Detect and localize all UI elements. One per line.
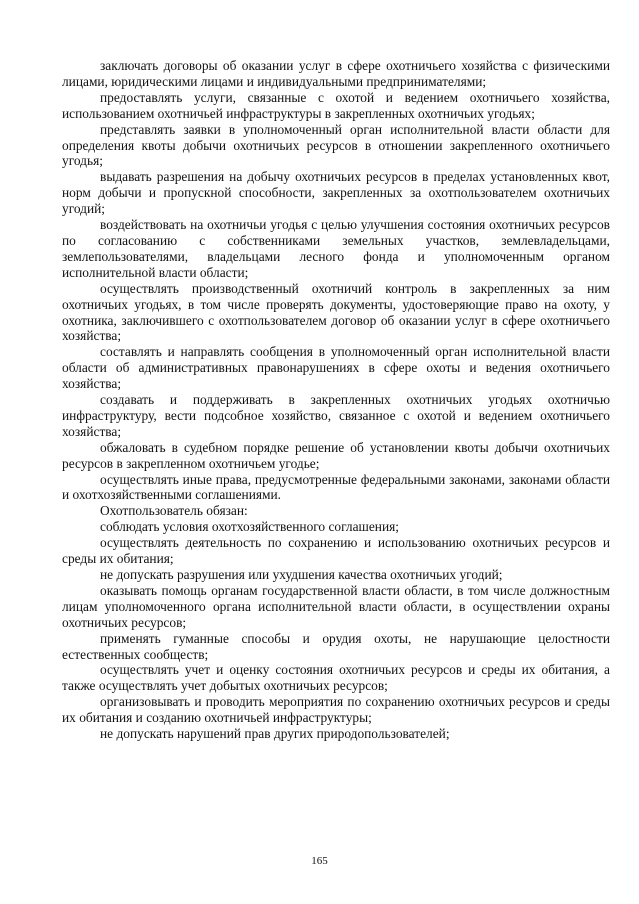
document-body: [62, 58, 610, 742]
paragraph-12: соблюдать условия охотхозяйственного соглашения;: [100, 519, 400, 535]
paragraph-6: осуществлять производственный охотничий контроль в закрепленных за ним охотничьих угодьях, в том числе проверять документы, удостоверяющие право на охоту, у охотника, заключившего с охотпользователем договор об оказании услуг в сфере охотничьего хозяйства;: [62, 280, 610, 344]
paragraph-7: составлять и направлять сообщения в уполномоченный орган исполнительной власти области об административных правонарушениях в сфере охоты и ведения охотничьего хозяйства;: [62, 344, 610, 392]
paragraph-3: представлять заявки в уполномоченный орган исполнительной власти области для определения квоты добычи охотничьих ресурсов в отношении закрепленного охотничьего угодья;: [62, 121, 610, 169]
paragraph-18: организовывать и проводить мероприятия по сохранению охотничьих ресурсов и среды их обитания и созданию охотничьей инфраструктуры;: [62, 694, 610, 726]
paragraph-9: обжаловать в судебном порядке решение об установлении квоты добычи охотничьих ресурсов в закрепленном охотничьем угодье;: [62, 439, 610, 471]
paragraph-10: осуществлять иные права, предусмотренные федеральными законами, законами области и охотхозяйственными соглашениями.: [62, 471, 610, 503]
paragraph-11: Охотпользователь обязан:: [100, 503, 248, 519]
paragraph-16: применять гуманные способы и орудия охоты, не нарушающие целостности естественных сообществ;: [62, 630, 610, 662]
paragraph-15: оказывать помощь органам государственной власти области, в том числе должностным лицам уполномоченного органа исполнительной власти области, в осуществлении охраны охотничьих ресурсов;: [62, 582, 610, 630]
page-number: 165: [311, 855, 328, 867]
paragraph-13: осуществлять деятельность по сохранению и использованию охотничьих ресурсов и среды их обитания;: [62, 535, 610, 567]
paragraph-2: предоставлять услуги, связанные с охотой и ведением охотничьего хозяйства, использованием охотничьей инфраструктуры в закрепленных охотничьих угодьях;: [62, 89, 610, 121]
paragraph-17: осуществлять учет и оценку состояния охотничьих ресурсов и среды их обитания, а также осуществлять учет добытых охотничьих ресурсов;: [62, 662, 610, 694]
paragraph-1: заключать договоры об оказании услуг в сфере охотничьего хозяйства с физическими лицами, юридическими лицами и индивидуальными предпринимателями;: [62, 58, 610, 89]
paragraph-5: воздействовать на охотничьи угодья с целью улучшения состояния охотничьих ресурсов по согласованию с собственниками земельных участков, землевладельцами, землепользователями, владельцами лесного фонда и уполномоченным органом исполнительной власти области;: [62, 217, 610, 280]
paragraph-4: выдавать разрешения на добычу охотничьих ресурсов в пределах установленных квот, норм добычи и пропускной способности, закрепленных за охотпользователем охотничьих угодий;: [62, 169, 610, 217]
paragraph-8: создавать и поддерживать в закрепленных охотничьих угодьях охотничью инфраструктуру, вести подсобное хозяйство, связанное с охотой и ведением охотничьего хозяйства;: [62, 392, 610, 439]
paragraph-14: не допускать разрушения или ухудшения качества охотничьих угодий;: [100, 567, 503, 582]
paragraph-19: не допускать нарушений прав других природопользователей;: [100, 726, 450, 742]
